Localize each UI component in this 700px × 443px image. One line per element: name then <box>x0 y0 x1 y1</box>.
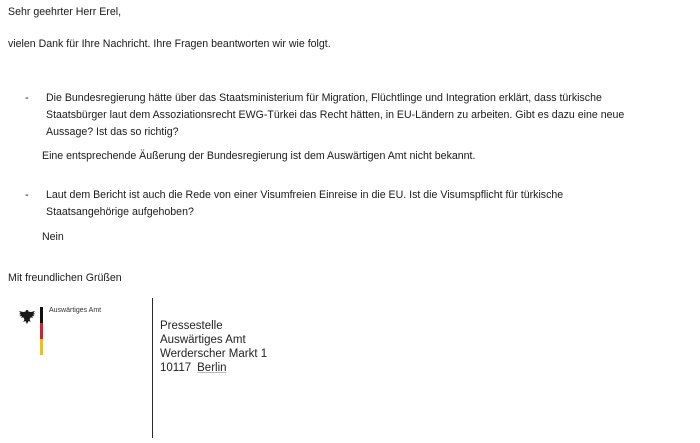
address-department: Pressestelle <box>160 320 223 332</box>
question-1: Die Bundesregierung hätte über das Staatsministerium für Migration, Flüchtlinge und Integration erklärt, dass türkische Staatsbürger laut dem Assoziationsrecht EWG-Türkei das Recht hätten, in EU-Ländern zu arbeiten. Gibt es dazu eine neue Aussage? Ist das so richtig? <box>46 92 625 138</box>
federal-eagle-icon <box>18 308 36 326</box>
letterhead-divider <box>152 298 153 438</box>
flag-bar <box>40 307 43 355</box>
answer-2: Nein <box>42 231 64 243</box>
bullet-1: - <box>25 92 29 104</box>
address-city-line <box>160 361 267 375</box>
question-2: Laut dem Bericht ist auch die Rede von einer Visumfreien Einreise in die EU. Ist die Visumspflicht für türkische Staatsangehörige aufgehoben? <box>46 189 564 218</box>
closing: Mit freundlichen Grüßen <box>8 272 122 284</box>
address-street: Werderscher Markt 1 <box>160 348 268 360</box>
answer-1: Eine entsprechende Äußerung der Bundesregierung ist dem Auswärtigen Amt nicht bekannt. <box>42 150 476 162</box>
intro-text: vielen Dank für Ihre Nachricht. Ihre Fragen beantworten wir wie folgt. <box>8 38 331 50</box>
greeting: Sehr geehrter Herr Erel, <box>8 6 122 18</box>
flag-gold-stripe <box>40 339 43 355</box>
ministry-name: Auswärtiges Amt <box>49 307 102 314</box>
address-organization: Auswärtiges Amt <box>160 334 246 346</box>
ministry-logo <box>18 304 148 364</box>
flag-red-stripe <box>40 323 43 339</box>
address-postal-code: 10117 <box>160 362 192 374</box>
address-block <box>160 319 267 375</box>
flag-black-stripe <box>40 307 43 323</box>
bullet-2: - <box>25 189 29 201</box>
address-city: Berlin <box>197 362 227 374</box>
